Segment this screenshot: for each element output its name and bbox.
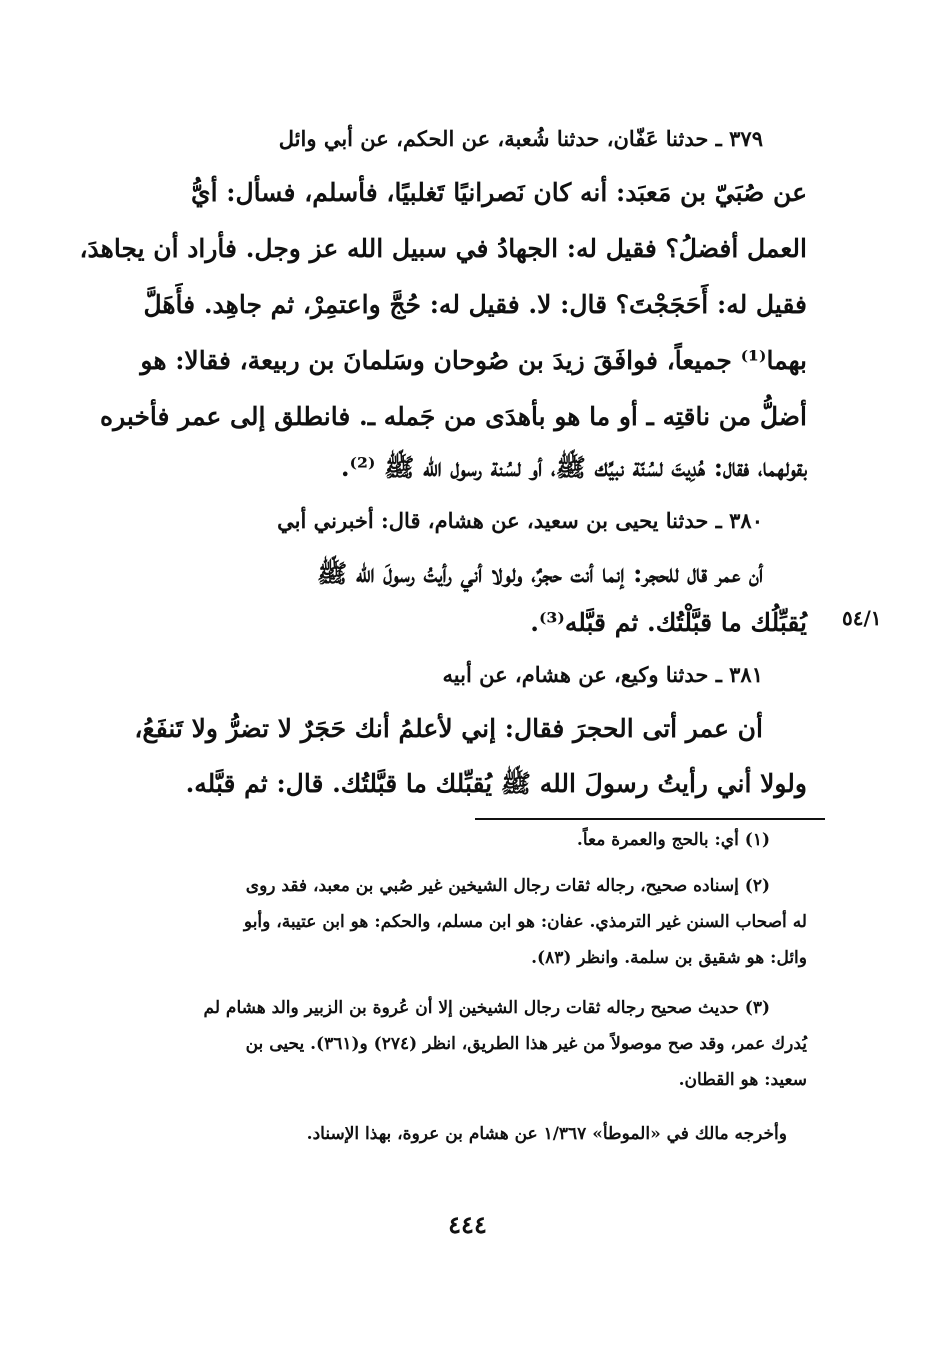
hadith-381-line-2: ولولا أني رأيتُ رسولَ الله ﷺ يُقبِّلك ما قبَّلتُك. قال: ثم قبَّله.	[185, 769, 807, 798]
hadith-379-line-1: عن صُبَيّ بن مَعبَد: أنه كان نَصرانيًا تَغلبيًا، فأسلم، فسأل: أيُّ	[191, 178, 807, 207]
footnote-3-line-3: سعيد: هو القطان.	[678, 1070, 807, 1090]
hadith-379-line-4: بهما⁽¹⁾ جميعاً، فوافَقَ زيدَ بن صُوحان وسَلمانَ بن ربيعة، فقالا: هو	[140, 346, 807, 375]
footnote-3-additional: وأخرجه مالك في «الموطأ» ١/٣٦٧ عن هشام بن عروة، بهذا الإسناد.	[306, 1124, 787, 1144]
page-number: ٤٤٤	[448, 1210, 487, 1239]
margin-volume-page-reference: ٥٤/١	[842, 606, 882, 630]
footnote-divider	[475, 818, 825, 820]
hadith-379-line-2: العمل أفضلُ؟ فقيل له: الجهادُ في سبيل الله عز وجل. فأراد أن يجاهدَ،	[79, 234, 807, 263]
hadith-381-line-1: أن عمر أتى الحجرَ فقال: إني لأعلمُ أنك حَجَرٌ لا تضرُّ ولا تَنفَعُ،	[134, 714, 763, 743]
hadith-379-isnad: ٣٧٩ ـ حدثنا عَفّان، حدثنا شُعبة، عن الحكم، عن أبي وائل	[278, 126, 763, 151]
footnote-3-line-2: يُدرك عمر، وقد صح موصولاً من غير هذا الطريق، انظر (٢٧٤) و(٣٦١). يحيى بن	[245, 1034, 807, 1054]
hadith-379-line-5: أضلُّ من ناقتِه ـ أو ما هو بأهدَى من جَمله ـ. فانطلق إلى عمر فأخبره	[100, 402, 807, 431]
hadith-379-line-3: فقيل له: أَحَجَجْتَ؟ قال: لا. فقيل له: حُجَّ واعتمِرْ، ثم جاهِد. فأَهَلَّ	[143, 290, 807, 319]
hadith-381-isnad: ٣٨١ ـ حدثنا وكيع، عن هشام، عن أبيه	[442, 662, 763, 687]
hadith-379-line-6: بقولهما، فقال: هُدِيتَ لسُنّة نبيِّك ﷺ، أو لسُنة رسول الله ﷺ ⁽²⁾.	[340, 453, 807, 482]
hadith-380-line-2: يُقبِّلُك ما قبَّلْتُك. ثم قبَّله⁽³⁾.	[530, 608, 807, 637]
footnote-2-line-2: له أصحاب السنن غير الترمذي. عفان: هو ابن مسلم، والحكم: هو ابن عتيبة، وأبو	[243, 912, 807, 932]
hadith-380-line-1: أن عمر قال للحجر: إنما أنت حجرٌ، ولولا أني رأيتُ رسولَ الله ﷺ	[317, 559, 763, 588]
footnote-3-line-1: (٣) حديث صحيح رجاله ثقات رجال الشيخين إلا أن عُروة بن الزبير والد هشام لم	[203, 998, 770, 1018]
footnote-2-line-3: وائل: هو شقيق بن سلمة. وانظر (٨٣).	[531, 948, 807, 968]
footnote-1: (١) أي: بالحج والعمرة معاً.	[576, 830, 770, 850]
footnote-2-line-1: (٢) إسناده صحيح، رجاله ثقات رجال الشيخين غير صُبي بن معبد، فقد روى	[245, 876, 770, 896]
hadith-380-isnad: ٣٨٠ ـ حدثنا يحيى بن سعيد، عن هشام، قال: أخبرني أبي	[277, 508, 763, 533]
